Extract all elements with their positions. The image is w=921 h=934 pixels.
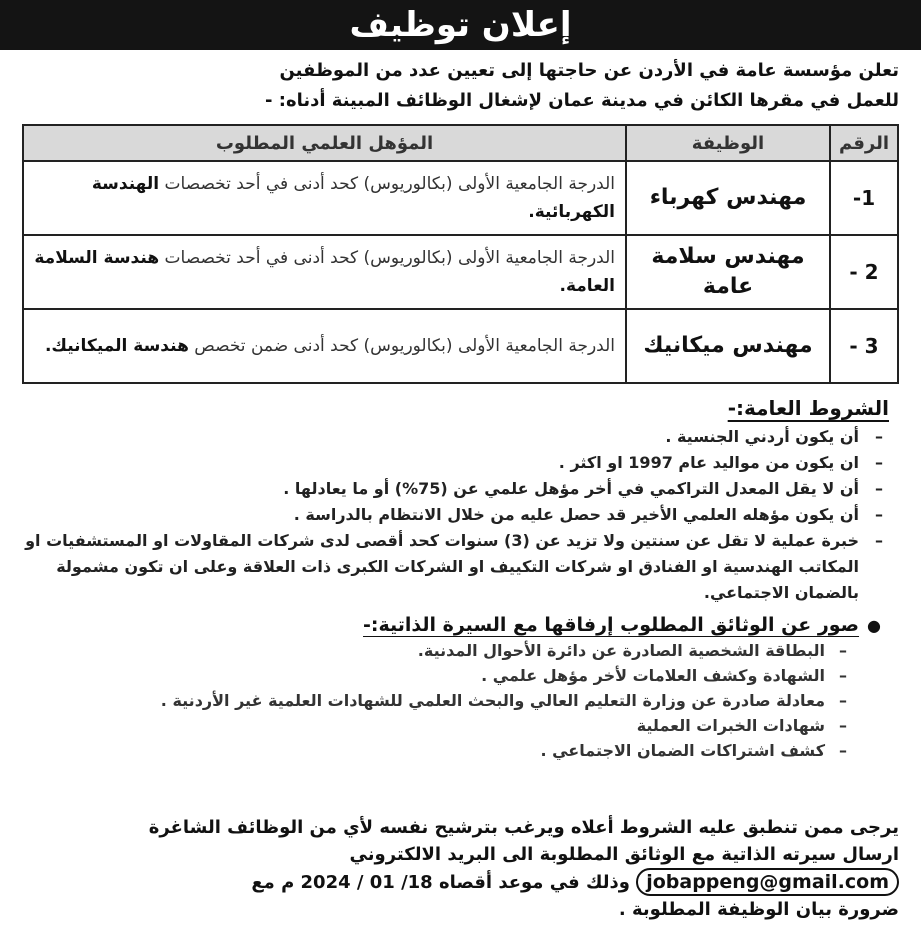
email-address[interactable]: jobappeng@gmail.com bbox=[636, 868, 899, 896]
bullet-icon: ● bbox=[867, 616, 881, 635]
list-item: – أن يكون مؤهله العلمي الأخير قد حصل عليه من خلال الانتظام بالدراسة . bbox=[20, 502, 889, 528]
list-item: – خبرة عملية لا تقل عن سنتين ولا تزيد عن (3) سنوات كحد أقصى لدى شركات المقاولات او المستشفيات او المكاتب الهندسية او الفنادق او شركات التكييف او الشركات الكبرى ذات العلاقة وعلى ان تكون مشمولة بالضمان الاجتماعي. bbox=[20, 528, 889, 606]
intro-paragraph bbox=[0, 50, 921, 116]
list-item: – شهادات الخبرات العملية bbox=[20, 713, 851, 738]
list-item: – الشهادة وكشف العلامات لأخر مؤهل علمي . bbox=[20, 663, 851, 688]
footer-line-1: يرجى ممن تنطبق عليه الشروط أعلاه ويرغب بترشيح نفسه لأي من الوظائف الشاغرة bbox=[148, 817, 899, 838]
table-row bbox=[23, 309, 898, 383]
footer-line-4: ضرورة بيان الوظيفة المطلوبة . bbox=[618, 899, 899, 920]
header-qualification: المؤهل العلمي المطلوب bbox=[23, 125, 626, 161]
footer-line-2: ارسال سيرته الذاتية مع الوثائق المطلوبة الى البريد الالكتروني bbox=[349, 844, 899, 865]
list-item: – أن يكون أردني الجنسية . bbox=[20, 424, 889, 450]
list-item: – معادلة صادرة عن وزارة التعليم العالي والبحث العلمي للشهادات العلمية غير الأردنية . bbox=[20, 688, 851, 713]
qualification-text: الدرجة الجامعية الأولى (بكالوريوس) كحد أدنى في أحد تخصصات bbox=[164, 248, 615, 268]
documents-heading-text: صور عن الوثائق المطلوب إرفاقها مع السيرة الذاتية:- bbox=[363, 614, 860, 636]
row-num: 1- bbox=[830, 161, 898, 235]
table-row bbox=[23, 235, 898, 309]
row-qualification bbox=[23, 235, 626, 309]
row-job: مهندس سلامة عامة bbox=[626, 235, 830, 309]
jobs-table bbox=[22, 124, 899, 384]
list-item: – كشف اشتراكات الضمان الاجتماعي . bbox=[20, 738, 851, 763]
conditions-heading: الشروط العامة:- bbox=[727, 396, 889, 420]
intro-line-1: تعلن مؤسسة عامة في الأردن عن حاجتها إلى تعيين عدد من الموظفين bbox=[279, 60, 899, 81]
row-qualification bbox=[23, 161, 626, 235]
table-row bbox=[23, 161, 898, 235]
documents-list bbox=[0, 638, 921, 763]
row-num: 2 - bbox=[830, 235, 898, 309]
deadline-text: وذلك في موعد أقصاه 18/ 01 / 2024 م مع bbox=[251, 872, 630, 893]
qualification-specialty: هندسة السلامة العامة. bbox=[34, 248, 615, 296]
qualification-text: الدرجة الجامعية الأولى (بكالوريوس) كحد أدنى ضمن تخصص bbox=[194, 336, 615, 356]
conditions-list bbox=[0, 424, 921, 606]
row-qualification bbox=[23, 309, 626, 383]
qualification-text: الدرجة الجامعية الأولى (بكالوريوس) كحد أدنى في أحد تخصصات bbox=[164, 174, 615, 194]
jobs-table-header bbox=[23, 125, 898, 161]
application-instructions bbox=[0, 804, 921, 934]
row-job: مهندس ميكانيك bbox=[626, 309, 830, 383]
qualification-specialty: هندسة الميكانيك. bbox=[44, 336, 189, 356]
header-num: الرقم bbox=[830, 125, 898, 161]
list-item: – أن لا يقل المعدل التراكمي في أخر مؤهل علمي عن (75%) أو ما يعادلها . bbox=[20, 476, 889, 502]
row-num: 3 - bbox=[830, 309, 898, 383]
header-job: الوظيفة bbox=[626, 125, 830, 161]
footer-line-3 bbox=[22, 868, 899, 896]
ad-title-text: إعلان توظيف bbox=[349, 5, 572, 45]
row-job: مهندس كهرباء bbox=[626, 161, 830, 235]
intro-line-2: للعمل في مقرها الكائن في مدينة عمان لإشغال الوظائف المبينة أدناه: - bbox=[265, 90, 899, 111]
qualification-specialty: الهندسة الكهربائية. bbox=[91, 174, 615, 222]
documents-heading bbox=[0, 614, 881, 636]
list-item: – البطاقة الشخصية الصادرة عن دائرة الأحوال المدنية. bbox=[20, 638, 851, 663]
ad-title bbox=[0, 0, 921, 50]
list-item: – ان يكون من مواليد عام 1997 او اكثر . bbox=[20, 450, 889, 476]
